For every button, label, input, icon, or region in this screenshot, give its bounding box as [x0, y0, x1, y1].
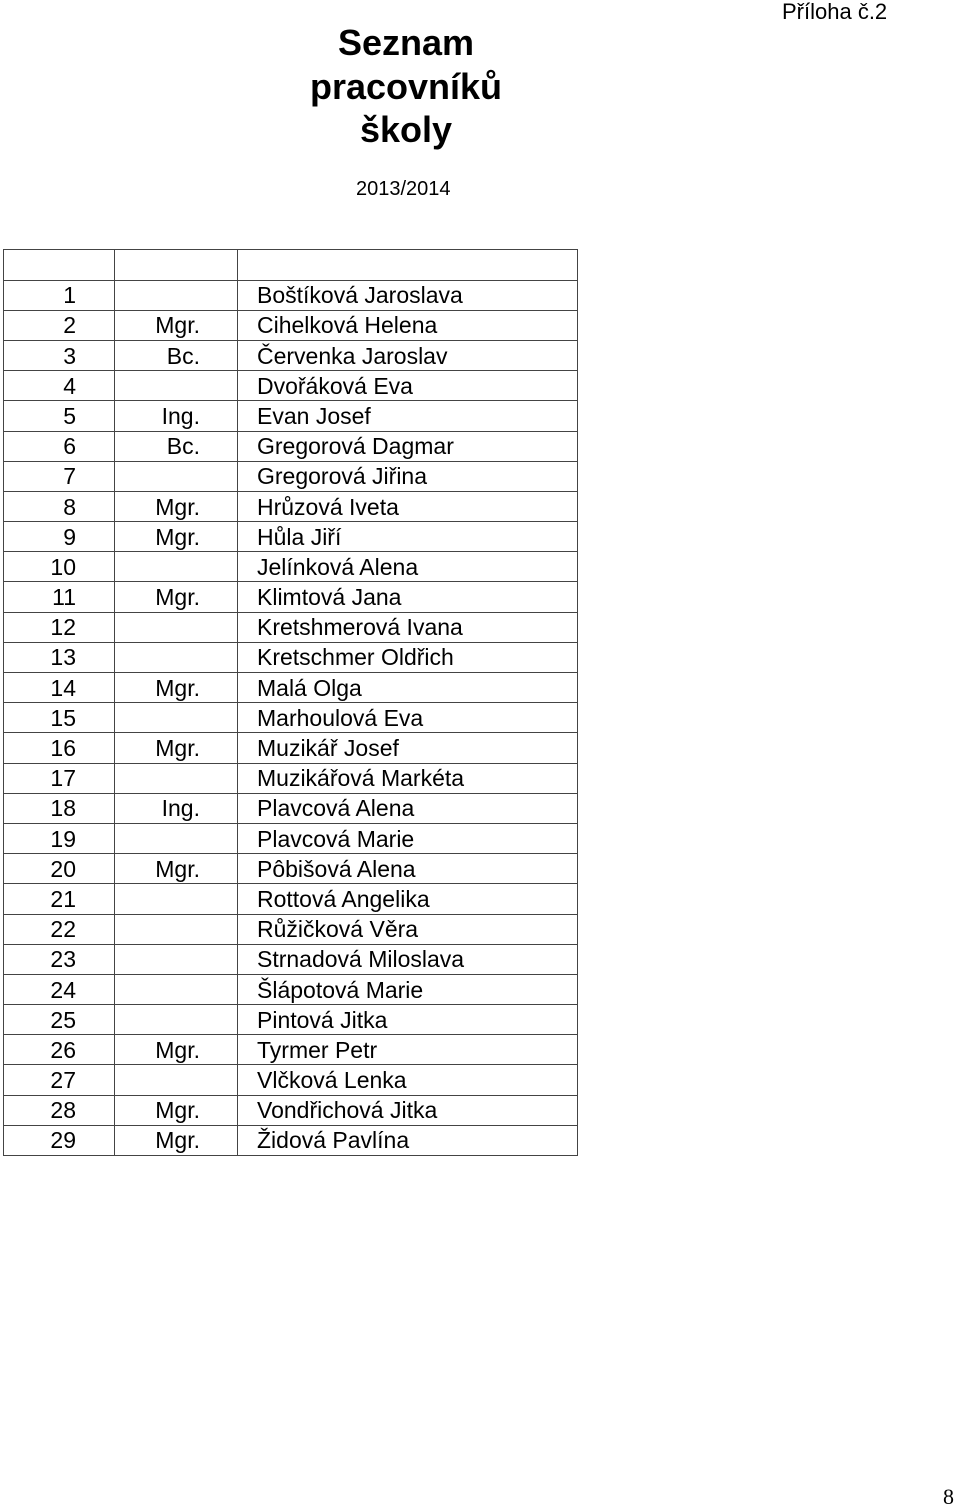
staff-name: Plavcová Marie: [238, 823, 578, 853]
academic-degree: [115, 642, 238, 672]
staff-table: [3, 249, 578, 1156]
row-number: 24: [4, 974, 115, 1004]
staff-name: Hrůzová Iveta: [238, 491, 578, 521]
row-number: 11: [4, 582, 115, 612]
table-row: [4, 914, 578, 944]
row-number: 26: [4, 1035, 115, 1065]
row-number: 19: [4, 823, 115, 853]
academic-degree: [115, 612, 238, 642]
row-number: 17: [4, 763, 115, 793]
row-number: 22: [4, 914, 115, 944]
title-line: Seznam: [337, 22, 475, 63]
table-row: [4, 944, 578, 974]
annex-label: Příloha č.2: [782, 0, 888, 24]
academic-degree: Mgr.: [115, 491, 238, 521]
staff-name: Plavcová Alena: [238, 793, 578, 823]
staff-name: Dvořáková Eva: [238, 371, 578, 401]
staff-name: Malá Olga: [238, 673, 578, 703]
row-number: 12: [4, 612, 115, 642]
academic-degree: Bc.: [115, 340, 238, 370]
academic-degree: Bc.: [115, 431, 238, 461]
table-row: [4, 733, 578, 763]
row-number: 6: [4, 431, 115, 461]
row-number: 8: [4, 491, 115, 521]
table-row: [4, 280, 578, 310]
academic-degree: [115, 1005, 238, 1035]
staff-name: Boštíková Jaroslava: [238, 280, 578, 310]
academic-degree: [115, 974, 238, 1004]
staff-name: Pôbišová Alena: [238, 854, 578, 884]
row-number: 28: [4, 1095, 115, 1125]
staff-name: Jelínková Alena: [238, 552, 578, 582]
table-row: [4, 673, 578, 703]
table-row: [4, 371, 578, 401]
academic-degree: [115, 914, 238, 944]
row-number: 5: [4, 401, 115, 431]
staff-table-body: [4, 250, 578, 1156]
page-number: 8: [943, 1484, 954, 1509]
row-number: 16: [4, 733, 115, 763]
row-number: 10: [4, 552, 115, 582]
table-row: [4, 703, 578, 733]
table-row: [4, 310, 578, 340]
staff-name: Marhoulová Eva: [238, 703, 578, 733]
table-row: [4, 552, 578, 582]
academic-degree: [115, 703, 238, 733]
row-number: 14: [4, 673, 115, 703]
table-row: [4, 582, 578, 612]
empty-cell: [115, 250, 238, 281]
academic-degree: [115, 763, 238, 793]
staff-name: Kretshmerová Ivana: [238, 612, 578, 642]
row-number: 9: [4, 522, 115, 552]
staff-name: Muzikářová Markéta: [238, 763, 578, 793]
table-row: [4, 793, 578, 823]
row-number: 21: [4, 884, 115, 914]
academic-degree: [115, 371, 238, 401]
table-row: [4, 1095, 578, 1125]
row-number: 20: [4, 854, 115, 884]
table-row: [4, 401, 578, 431]
staff-name: Evan Josef: [238, 401, 578, 431]
table-row: [4, 763, 578, 793]
staff-name: Šlápotová Marie: [238, 974, 578, 1004]
academic-degree: Mgr.: [115, 310, 238, 340]
academic-degree: Ing.: [115, 793, 238, 823]
staff-name: Vlčková Lenka: [238, 1065, 578, 1095]
academic-degree: Mgr.: [115, 854, 238, 884]
row-number: 25: [4, 1005, 115, 1035]
academic-degree: Mgr.: [115, 673, 238, 703]
academic-degree: Mgr.: [115, 1095, 238, 1125]
table-row: [4, 884, 578, 914]
table-row: [4, 642, 578, 672]
row-number: 7: [4, 461, 115, 491]
table-row: [4, 823, 578, 853]
staff-name: Hůla Jiří: [238, 522, 578, 552]
row-number: 15: [4, 703, 115, 733]
table-row: [4, 612, 578, 642]
academic-degree: Mgr.: [115, 733, 238, 763]
table-row: [4, 522, 578, 552]
academic-degree: [115, 280, 238, 310]
academic-degree: Mgr.: [115, 1035, 238, 1065]
staff-name: Rottová Angelika: [238, 884, 578, 914]
academic-degree: Mgr.: [115, 522, 238, 552]
title-line: pracovníků: [309, 65, 503, 107]
empty-cell: [4, 250, 115, 281]
staff-name: Cihelková Helena: [238, 310, 578, 340]
academic-degree: [115, 884, 238, 914]
staff-name: Vondřichová Jitka: [238, 1095, 578, 1125]
table-row: [4, 1125, 578, 1155]
staff-name: Klimtová Jana: [238, 582, 578, 612]
staff-name: Gregorová Jiřina: [238, 461, 578, 491]
academic-degree: [115, 552, 238, 582]
academic-degree: [115, 1065, 238, 1095]
table-header-row: [4, 250, 578, 281]
staff-name: Muzikář Josef: [238, 733, 578, 763]
row-number: 2: [4, 310, 115, 340]
row-number: 29: [4, 1125, 115, 1155]
table-row: [4, 854, 578, 884]
staff-name: Pintová Jitka: [238, 1005, 578, 1035]
table-row: [4, 431, 578, 461]
table-row: [4, 491, 578, 521]
table-row: [4, 1005, 578, 1035]
title-line: školy: [359, 109, 453, 150]
row-number: 1: [4, 280, 115, 310]
table-row: [4, 1035, 578, 1065]
staff-name: Růžičková Věra: [238, 914, 578, 944]
academic-degree: Ing.: [115, 401, 238, 431]
table-row: [4, 461, 578, 491]
row-number: 23: [4, 944, 115, 974]
staff-name: Kretschmer Oldřich: [238, 642, 578, 672]
academic-degree: [115, 823, 238, 853]
staff-name: Tyrmer Petr: [238, 1035, 578, 1065]
staff-name: Gregorová Dagmar: [238, 431, 578, 461]
school-year: 2013/2014: [356, 178, 451, 200]
page-title: [256, 21, 556, 152]
table-row: [4, 340, 578, 370]
staff-name: Židová Pavlína: [238, 1125, 578, 1155]
academic-degree: Mgr.: [115, 1125, 238, 1155]
row-number: 3: [4, 340, 115, 370]
row-number: 4: [4, 371, 115, 401]
staff-name: Červenka Jaroslav: [238, 340, 578, 370]
table-row: [4, 974, 578, 1004]
table-row: [4, 1065, 578, 1095]
academic-degree: Mgr.: [115, 582, 238, 612]
empty-cell: [238, 250, 578, 281]
row-number: 27: [4, 1065, 115, 1095]
row-number: 13: [4, 642, 115, 672]
row-number: 18: [4, 793, 115, 823]
academic-degree: [115, 461, 238, 491]
academic-degree: [115, 944, 238, 974]
staff-name: Strnadová Miloslava: [238, 944, 578, 974]
